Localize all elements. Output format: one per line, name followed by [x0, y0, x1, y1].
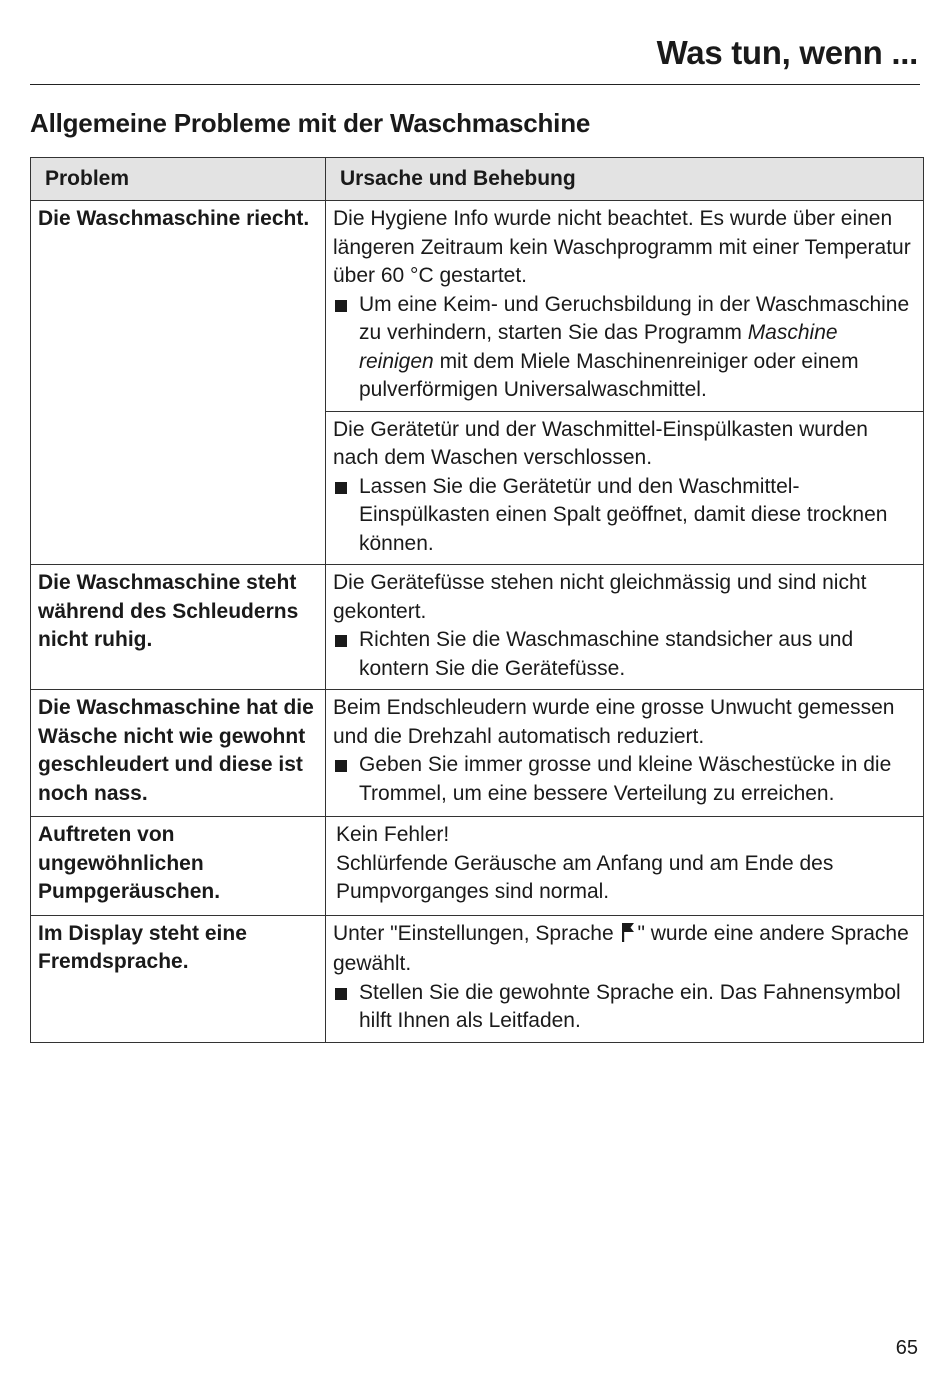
table-header-row — [31, 158, 924, 201]
remedy-bullet — [333, 291, 913, 405]
page-number: 65 — [895, 1337, 918, 1359]
page-header-title: Was tun, wenn ... — [656, 34, 918, 71]
column-header-problem: Problem — [31, 158, 326, 201]
table-row — [31, 565, 924, 690]
bullet-square-icon — [335, 760, 347, 772]
table-row — [31, 201, 924, 412]
remedy-text: Richten Sie die Waschmaschine standsicher aus und kontern Sie die Gerätefüsse. — [359, 628, 854, 680]
problem-cell: Die Waschmaschine steht während des Schleuderns nicht ruhig. — [31, 565, 326, 690]
remedy-text: Geben Sie immer grosse und kleine Wäschestücke in die Trommel, um eine bessere Verteilung zu erreichen. — [359, 753, 892, 805]
problem-cell: Im Display steht eine Fremdsprache. — [31, 915, 326, 1042]
table-row — [31, 690, 924, 817]
bullet-square-icon — [335, 482, 347, 494]
cause-cell — [326, 411, 924, 565]
cause-cell — [326, 201, 924, 412]
remedy-text: Stellen Sie die gewohnte Sprache ein. Das Fahnensymbol hilft Ihnen als Leitfaden. — [359, 980, 901, 1032]
cause-text: Schlürfende Geräusche am Anfang und am Ende des Pumpvorganges sind normal. — [336, 851, 834, 903]
bullet-square-icon — [335, 300, 347, 312]
bullet-square-icon — [335, 635, 347, 647]
cause-cell — [326, 690, 924, 817]
column-header-cause: Ursache und Behebung — [326, 158, 924, 201]
remedy-text: Lassen Sie die Gerätetür und den Waschmittel-Einspülkasten einen Spalt geöffnet, damit diese trocknen können. — [359, 474, 888, 555]
bullet-square-icon — [335, 988, 347, 1000]
section-title: Allgemeine Probleme mit der Waschmaschine — [30, 108, 591, 138]
remedy-bullet — [333, 473, 913, 559]
cause-cell — [326, 565, 924, 690]
no-error-label: Kein Fehler! — [336, 823, 450, 846]
header-divider — [30, 84, 920, 85]
troubleshooting-table — [30, 157, 924, 1043]
table-row — [31, 915, 924, 1042]
cause-text: Die Hygiene Info wurde nicht beachtet. Es wurde über einen längeren Zeitraum kein Waschprogramm mit einer Temperatur über 60 °C gestartet. — [333, 207, 911, 287]
remedy-bullet — [333, 979, 913, 1036]
flag-icon — [621, 922, 635, 951]
remedy-bullet — [333, 626, 913, 683]
program-name: Maschine reinigen — [359, 321, 838, 373]
problem-cell: Die Waschmaschine hat die Wäsche nicht wie gewohnt geschleudert und diese ist noch nass. — [31, 690, 326, 817]
cause-text: Die Gerätetür und der Waschmittel-Einspülkasten wurden nach dem Waschen verschlossen. — [333, 417, 868, 469]
remedy-text: Um eine Keim- und Geruchsbildung in der Waschmaschine zu verhindern, starten Sie das Programm Maschine reinigen mit dem Miele Maschinenreiniger oder einem pulverförmigen Universalwaschmittel. — [359, 292, 910, 401]
cause-cell — [326, 915, 924, 1042]
problem-cell: Auftreten von ungewöhnlichen Pumpgeräuschen. — [31, 817, 326, 916]
problem-cell: Die Waschmaschine riecht. — [31, 201, 326, 565]
cause-cell — [326, 817, 924, 916]
cause-text: Die Gerätefüsse stehen nicht gleichmässig und sind nicht gekontert. — [333, 571, 867, 623]
table-row — [31, 817, 924, 916]
cause-text: Unter "Einstellungen, Sprache " wurde eine andere Sprache gewählt. — [333, 921, 909, 975]
remedy-bullet — [333, 751, 913, 808]
cause-text: Beim Endschleudern wurde eine grosse Unwucht gemessen und die Drehzahl automatisch reduziert. — [333, 696, 895, 748]
